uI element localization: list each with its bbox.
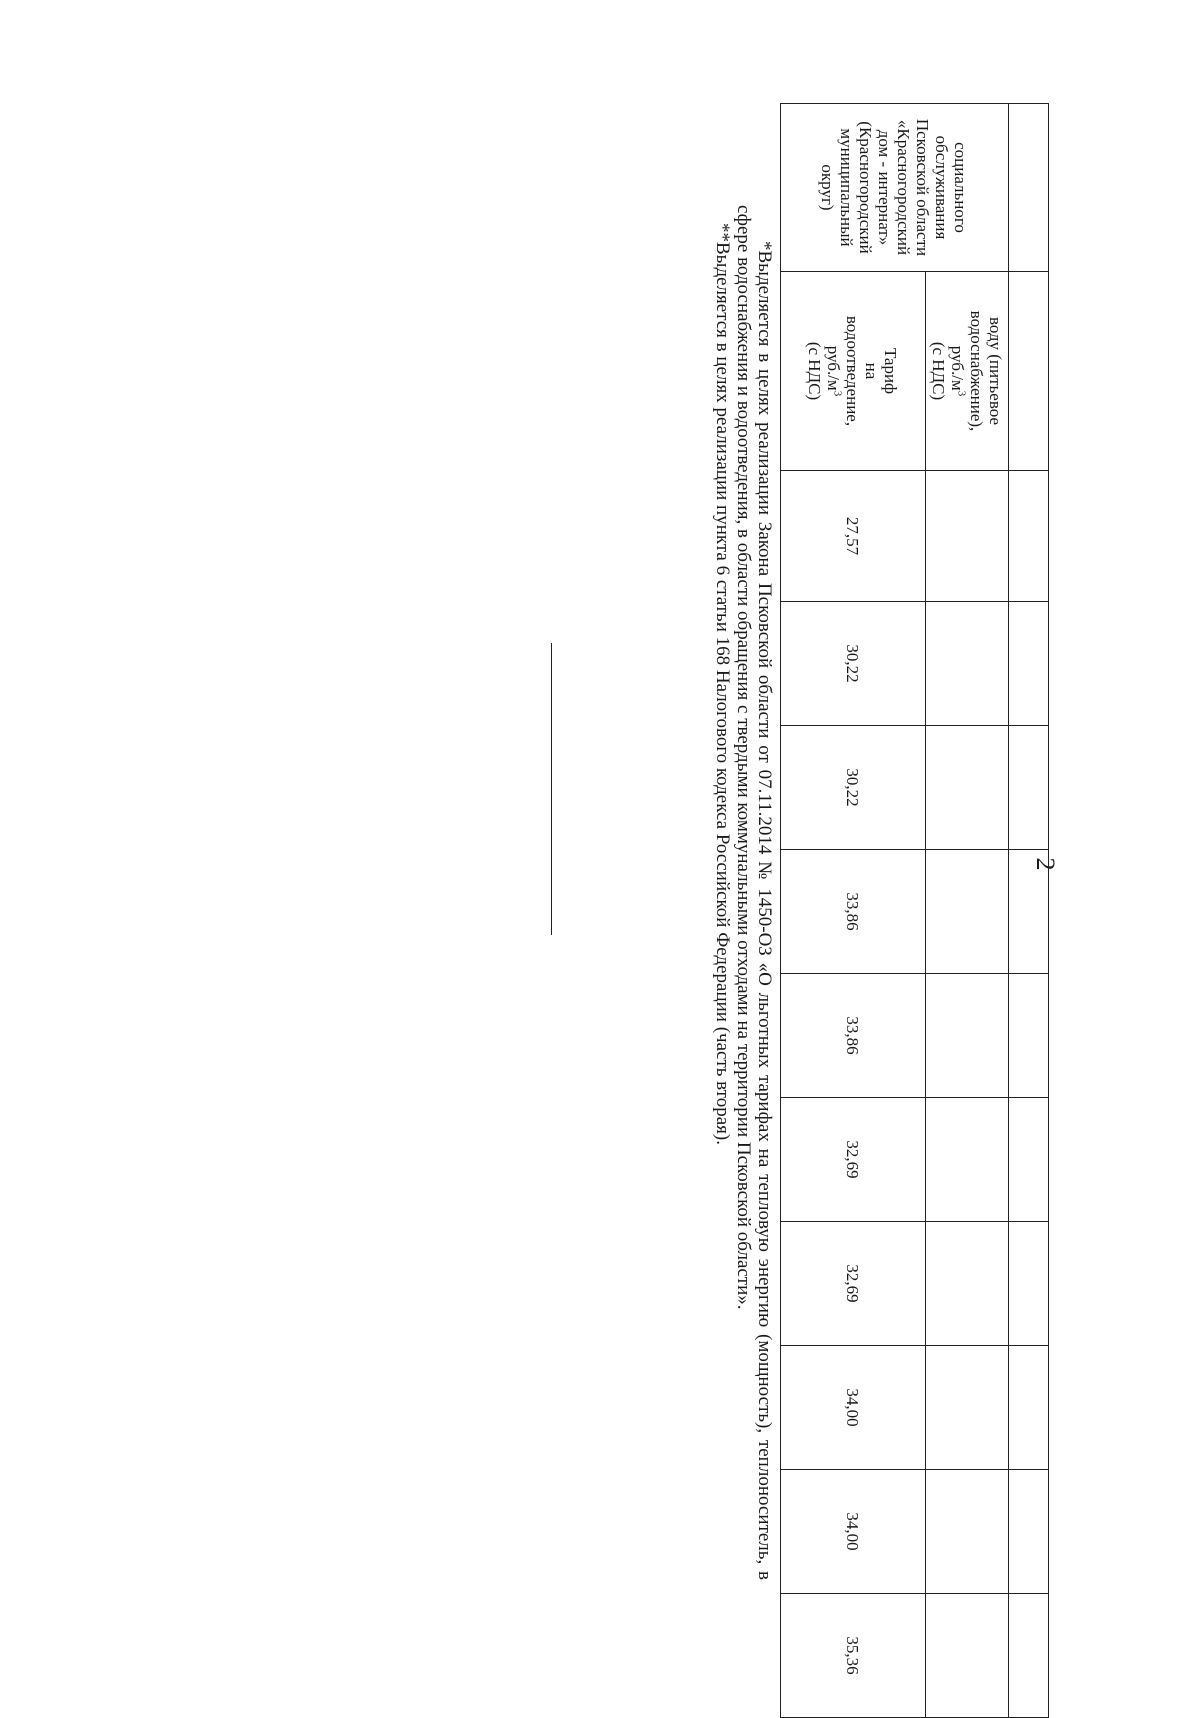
drainage-value: 30,22: [781, 726, 926, 850]
table-cell-empty: [926, 726, 1009, 850]
drainage-tariff-line: (с НДС): [805, 341, 825, 401]
org-line: дом - интернат»: [875, 129, 895, 246]
table-cell-empty: [926, 1594, 1009, 1718]
water-tariff-label: [926, 272, 1009, 471]
table-cell-empty: [1009, 726, 1049, 850]
footnote-1: *Выделяется в целях реализации Закона Псковской области от 07.11.2014 № 1450-ОЗ «О льготных тарифах на тепловую энергию (мощность), теплоноситель, в сфере водоснабжения и водоотведения, в области обращения с твердыми коммунальными отходами на территории Псковской области».: [733, 205, 775, 1580]
water-tariff-line: водоснабжение),: [967, 310, 986, 432]
water-tariff-line: воду (питьевое: [986, 316, 1005, 426]
table-row-top: [1009, 104, 1049, 1718]
table-cell-empty: [1009, 104, 1049, 272]
org-line: Псковской области: [913, 118, 933, 257]
table-row-water: [926, 104, 1009, 1718]
table-cell-empty: [926, 602, 1009, 726]
superscript: 3: [832, 390, 845, 397]
drainage-value: 33,86: [781, 974, 926, 1098]
org-line: (Красногородский: [856, 121, 876, 254]
separator-line: [551, 643, 552, 935]
drainage-tariff-line: водоотведение,: [843, 315, 863, 427]
table-cell-empty: [926, 850, 1009, 974]
table-cell-empty: [1009, 1098, 1049, 1222]
table-cell-empty: [1009, 272, 1049, 471]
drainage-value: 30,22: [781, 602, 926, 726]
org-line: обслуживания: [932, 135, 952, 240]
table-cell-empty: [926, 1098, 1009, 1222]
table-cell-empty: [1009, 471, 1049, 602]
table-cell-empty: [926, 1222, 1009, 1346]
drainage-value: 27,57: [781, 471, 926, 602]
table-cell-empty: [1009, 1346, 1049, 1470]
footnotes: [712, 205, 775, 1580]
table-cell-empty: [1009, 850, 1049, 974]
footnote-2: **Выделяется в целях реализации пункта 6 статьи 168 Налогового кодекса Российской Федерации (часть вторая).: [712, 223, 733, 1145]
drainage-tariff-label: [781, 272, 926, 471]
table-cell-empty: [926, 471, 1009, 602]
table-cell-empty: [926, 974, 1009, 1098]
drainage-value: 32,69: [781, 1098, 926, 1222]
drainage-tariff-line: Тариф: [881, 347, 901, 395]
table-cell-empty: [1009, 1222, 1049, 1346]
organization-cell: [781, 104, 1009, 272]
org-line: социального: [951, 142, 971, 233]
tariff-table: [780, 103, 1049, 1718]
table-cell-empty: [926, 1470, 1009, 1594]
drainage-value: 32,69: [781, 1222, 926, 1346]
table-cell-empty: [1009, 974, 1049, 1098]
page-number: 2: [1031, 857, 1060, 871]
table-cell-empty: [1009, 1594, 1049, 1718]
drainage-tariff-unit: [825, 276, 844, 466]
drainage-value: 35,36: [781, 1594, 926, 1718]
drainage-value: 33,86: [781, 850, 926, 974]
table-cell-empty: [926, 1346, 1009, 1470]
table-cell-empty: [1009, 1470, 1049, 1594]
org-line: муниципальный округ): [818, 128, 857, 247]
water-tariff-line: (с НДС): [929, 341, 948, 401]
unit-text: руб./м: [948, 345, 967, 391]
drainage-value: 34,00: [781, 1470, 926, 1594]
water-tariff-unit: [948, 276, 967, 466]
unit-text: руб./м: [824, 345, 844, 391]
table-row-drainage: [781, 104, 926, 1718]
org-line: «Красногородский: [894, 119, 914, 256]
table-cell-empty: [1009, 602, 1049, 726]
drainage-value: 34,00: [781, 1346, 926, 1470]
drainage-tariff-line: на: [862, 362, 882, 380]
superscript: 3: [955, 390, 968, 397]
